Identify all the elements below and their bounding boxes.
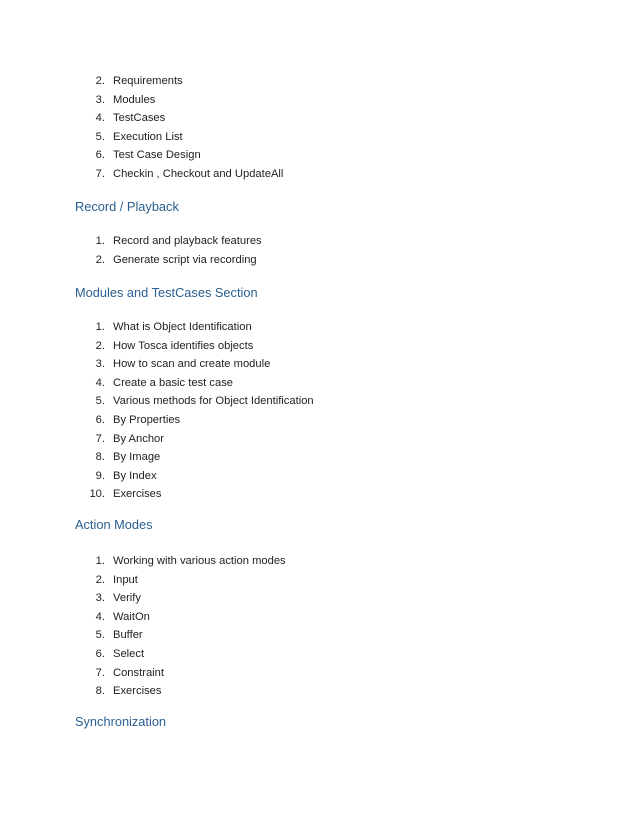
list-text: By Image [113,451,161,464]
list-text: By Anchor [113,432,164,445]
list-text: WaitOn [113,610,150,623]
list-text: How Tosca identifies objects [113,339,254,352]
list-number: 3. [95,592,105,605]
list-item [75,91,595,110]
list-text: Exercises [113,488,162,501]
list-number: 4. [95,376,105,389]
list-number: 5. [95,629,105,642]
list-item [75,448,595,467]
list-item [75,664,595,683]
list-number: 4. [95,112,105,125]
list-number: 10. [89,488,105,501]
list-number: 5. [95,130,105,143]
section-heading-action-modes: Action Modes [75,517,153,532]
list-text: Test Case Design [113,149,201,162]
list-text: Constraint [113,666,164,679]
list-number: 9. [95,469,105,482]
list-item [75,485,595,504]
list-number: 1. [95,321,105,333]
list-text: Various methods for Object Identification [113,395,314,408]
list-text: Working with various action modes [113,555,286,567]
list-item [75,72,595,91]
list-number: 7. [95,167,105,180]
list-number: 7. [95,432,105,445]
list-item [75,337,595,356]
list-number: 6. [95,413,105,426]
list-text: Requirements [113,75,183,87]
list-item [75,682,595,701]
list-number: 1. [95,555,105,567]
list-item [75,109,595,128]
list-text: Select [113,647,145,660]
list-number: 1. [95,235,105,247]
list-item [75,251,595,270]
list-item [75,318,595,337]
list-text: TestCases [113,112,166,125]
list-text: Buffer [113,629,143,642]
list-text: By Index [113,469,157,482]
list-number: 2. [95,339,105,352]
section-heading-synchronization: Synchronization [75,714,167,729]
list-number: 3. [95,358,105,371]
list-item [75,626,595,645]
list-text: How to scan and create module [113,358,271,371]
list-continued [75,72,595,184]
section-heading-modules-testcases: Modules and TestCases Section [75,285,258,300]
list-item [75,608,595,627]
list-item [75,355,595,374]
list-text: Verify [113,592,141,605]
list-number: 5. [95,395,105,408]
list-item [75,571,595,590]
list-text: Create a basic test case [113,376,234,389]
list-number: 2. [95,573,105,586]
list-item [75,374,595,393]
list-item [75,128,595,147]
list-text: Checkin , Checkout and UpdateAll [113,167,284,180]
list-number: 2. [95,253,105,266]
list-text: Exercises [113,685,162,698]
list-text: Record and playback features [113,235,262,247]
section-heading-record-playback: Record / Playback [75,199,179,214]
list-number: 6. [95,647,105,660]
list-item [75,430,595,449]
list-number: 8. [95,451,105,464]
list-text: Generate script via recording [113,253,257,266]
list-text: Execution List [113,130,183,143]
list-number: 7. [95,666,105,679]
list-number: 6. [95,149,105,162]
list-record-playback [75,232,595,269]
list-item [75,645,595,664]
list-text: By Properties [113,413,181,426]
list-modules-testcases [75,318,595,504]
list-number: 2. [95,75,105,87]
list-text: Input [113,573,138,586]
list-text: Modules [113,93,156,106]
list-item [75,392,595,411]
list-item [75,146,595,165]
list-number: 4. [95,610,105,623]
list-number: 3. [95,93,105,106]
list-text: What is Object Identification [113,321,252,333]
list-item [75,411,595,430]
list-item [75,232,595,251]
list-item [75,552,595,571]
list-number: 8. [95,685,105,698]
list-item [75,467,595,486]
list-item [75,165,595,184]
list-item [75,589,595,608]
list-action-modes [75,552,595,701]
